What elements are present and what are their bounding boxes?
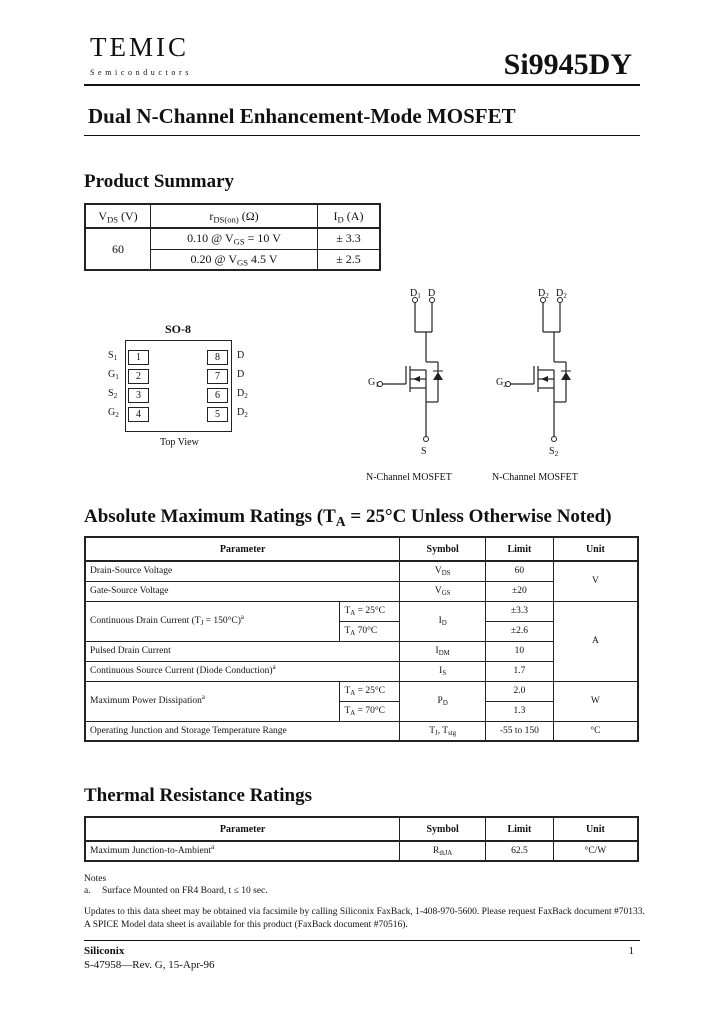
thermal-header-limit: Limit [485, 817, 553, 841]
rds-row-2: 0.20 @ $V_{GS}$ 4.5 V [151, 249, 318, 270]
pin-5-label: $D_2$ [237, 407, 248, 420]
part-number: Si9945DY [503, 48, 632, 81]
table-row: Continuous Source Current (Diode Conduction)$^a$ $I_S$ 1.7 [85, 661, 638, 681]
pin-1-label: $S_1$ [108, 350, 118, 363]
pin-7-box: 7 [207, 369, 228, 384]
note-a: a. Surface Mounted on FR4 Board, t ≤ 10 sec. [84, 886, 268, 896]
thermal-header-parameter: Parameter [85, 817, 400, 841]
pin-4-label: $G_2$ [108, 407, 119, 420]
thermal-table [84, 816, 639, 862]
vds-value: 60 [85, 228, 151, 270]
id-row-1: ± 3.3 [318, 228, 381, 249]
thermal-heading: Thermal Resistance Ratings [84, 785, 312, 806]
pin-3-label: $S_2$ [108, 388, 118, 401]
abs-header-limit: Limit [486, 537, 554, 561]
table-row: Pulsed Drain Current $I_{DM}$ 10 [85, 641, 638, 661]
footer-doc-rev: S-47958—Rev. G, 15-Apr-96 [84, 959, 215, 971]
pin-4-box: 4 [128, 407, 149, 422]
schematic-2-source: $S_2$ [549, 446, 559, 459]
header-rule [84, 84, 640, 86]
abs-header-parameter: Parameter [85, 537, 400, 561]
pin-8-label: D [237, 350, 245, 361]
table-row: Gate-Source Voltage $V_{GS}$ ±20 [85, 581, 638, 601]
pin-8-box: 8 [207, 350, 228, 365]
updates-line-1: Updates to this data sheet may be obtained via facsimile by calling Siliconix FaxBack, 1-408-970-5600. Please request FaxBack document #70133. [84, 907, 645, 917]
schematic-1-gate: $G_1$ [368, 377, 379, 390]
rds-row-1: 0.10 @ $V_{GS} = 10$ V [151, 228, 318, 249]
schematic-2-gate: $G_2$ [496, 377, 507, 390]
brand-logo [90, 32, 189, 63]
id-row-2: ± 2.5 [318, 249, 381, 270]
abs-max-heading: Absolute Maximum Ratings ($T_A = 25^\circ C$ Unless Otherwise Noted) [84, 506, 612, 530]
table-row: Maximum Junction-to-Ambient$^a$ $R_{thJA}$ 62.5 °C/W [85, 841, 638, 861]
table-row: $T_A = 70^\circ C$ 1.3 [85, 701, 638, 721]
pin-3-box: 3 [128, 388, 149, 403]
pin-2-label: $G_1$ [108, 369, 119, 382]
product-summary-heading: Product Summary [84, 171, 235, 192]
pin-2-box: 2 [128, 369, 149, 384]
col-rds: $r_{DS(on)}$ (Ω) [151, 204, 318, 228]
brand-name: TEMIC [90, 32, 189, 62]
pin-1-box: 1 [128, 350, 149, 365]
schematic-2-drain-b: $D_2$ [556, 288, 567, 301]
table-row: Drain-Source Voltage $V_{DS}$ 60 V [85, 561, 638, 581]
pin-7-label: D [237, 369, 245, 380]
abs-header-unit: Unit [553, 537, 638, 561]
schematic-2-drain-a: $D_2$ [538, 288, 549, 301]
pin-5-box: 5 [207, 407, 228, 422]
mosfet-schematic-1 [360, 284, 470, 464]
brand-subtitle: Semiconductors [90, 68, 192, 77]
table-row: Operating Junction and Storage Temperature Range $T_J$, $T_{stg}$ -55 to 150 °C [85, 721, 638, 741]
title-rule [84, 135, 640, 136]
footer-page-number: 1 [628, 945, 634, 957]
abs-max-table [84, 536, 639, 742]
schematic-1-drain-b: D [428, 288, 436, 299]
updates-line-2: A SPICE Model data sheet is available for this product (FaxBack document #70516). [84, 920, 408, 930]
schematic-1-drain-a: $D_1$ [410, 288, 421, 301]
device-title: Dual N-Channel Enhancement-Mode MOSFET [88, 104, 516, 128]
schematic-1-caption: N-Channel MOSFET [366, 472, 452, 483]
pin-6-label: $D_2$ [237, 388, 248, 401]
table-row: $T_A$ 70°C ±2.6 [85, 621, 638, 641]
footer-rule [84, 940, 640, 941]
col-vds: $V_{DS}$ (V) [85, 204, 151, 228]
abs-header-symbol: Symbol [400, 537, 486, 561]
table-row: Continuous Drain Current $(T_J = 150^\circ C)^a$ $T_A = 25^\circ C$ $I_D$ ±3.3 A [85, 601, 638, 621]
package-view-label: Top View [160, 437, 199, 448]
schematic-2-caption: N-Channel MOSFET [492, 472, 578, 483]
thermal-header-unit: Unit [553, 817, 638, 841]
package-name: SO-8 [165, 322, 192, 336]
thermal-header-symbol: Symbol [400, 817, 486, 841]
mosfet-schematic-2 [488, 284, 598, 464]
product-summary-table [84, 203, 381, 271]
schematic-1-source: S [421, 446, 427, 457]
table-row: Maximum Power Dissipation$^a$ $T_A = 25^\circ C$ $P_D$ 2.0 W [85, 681, 638, 701]
pin-6-box: 6 [207, 388, 228, 403]
notes-title: Notes [84, 874, 107, 884]
footer-company: Siliconix [84, 945, 125, 957]
col-id: $I_D$ (A) [318, 204, 381, 228]
